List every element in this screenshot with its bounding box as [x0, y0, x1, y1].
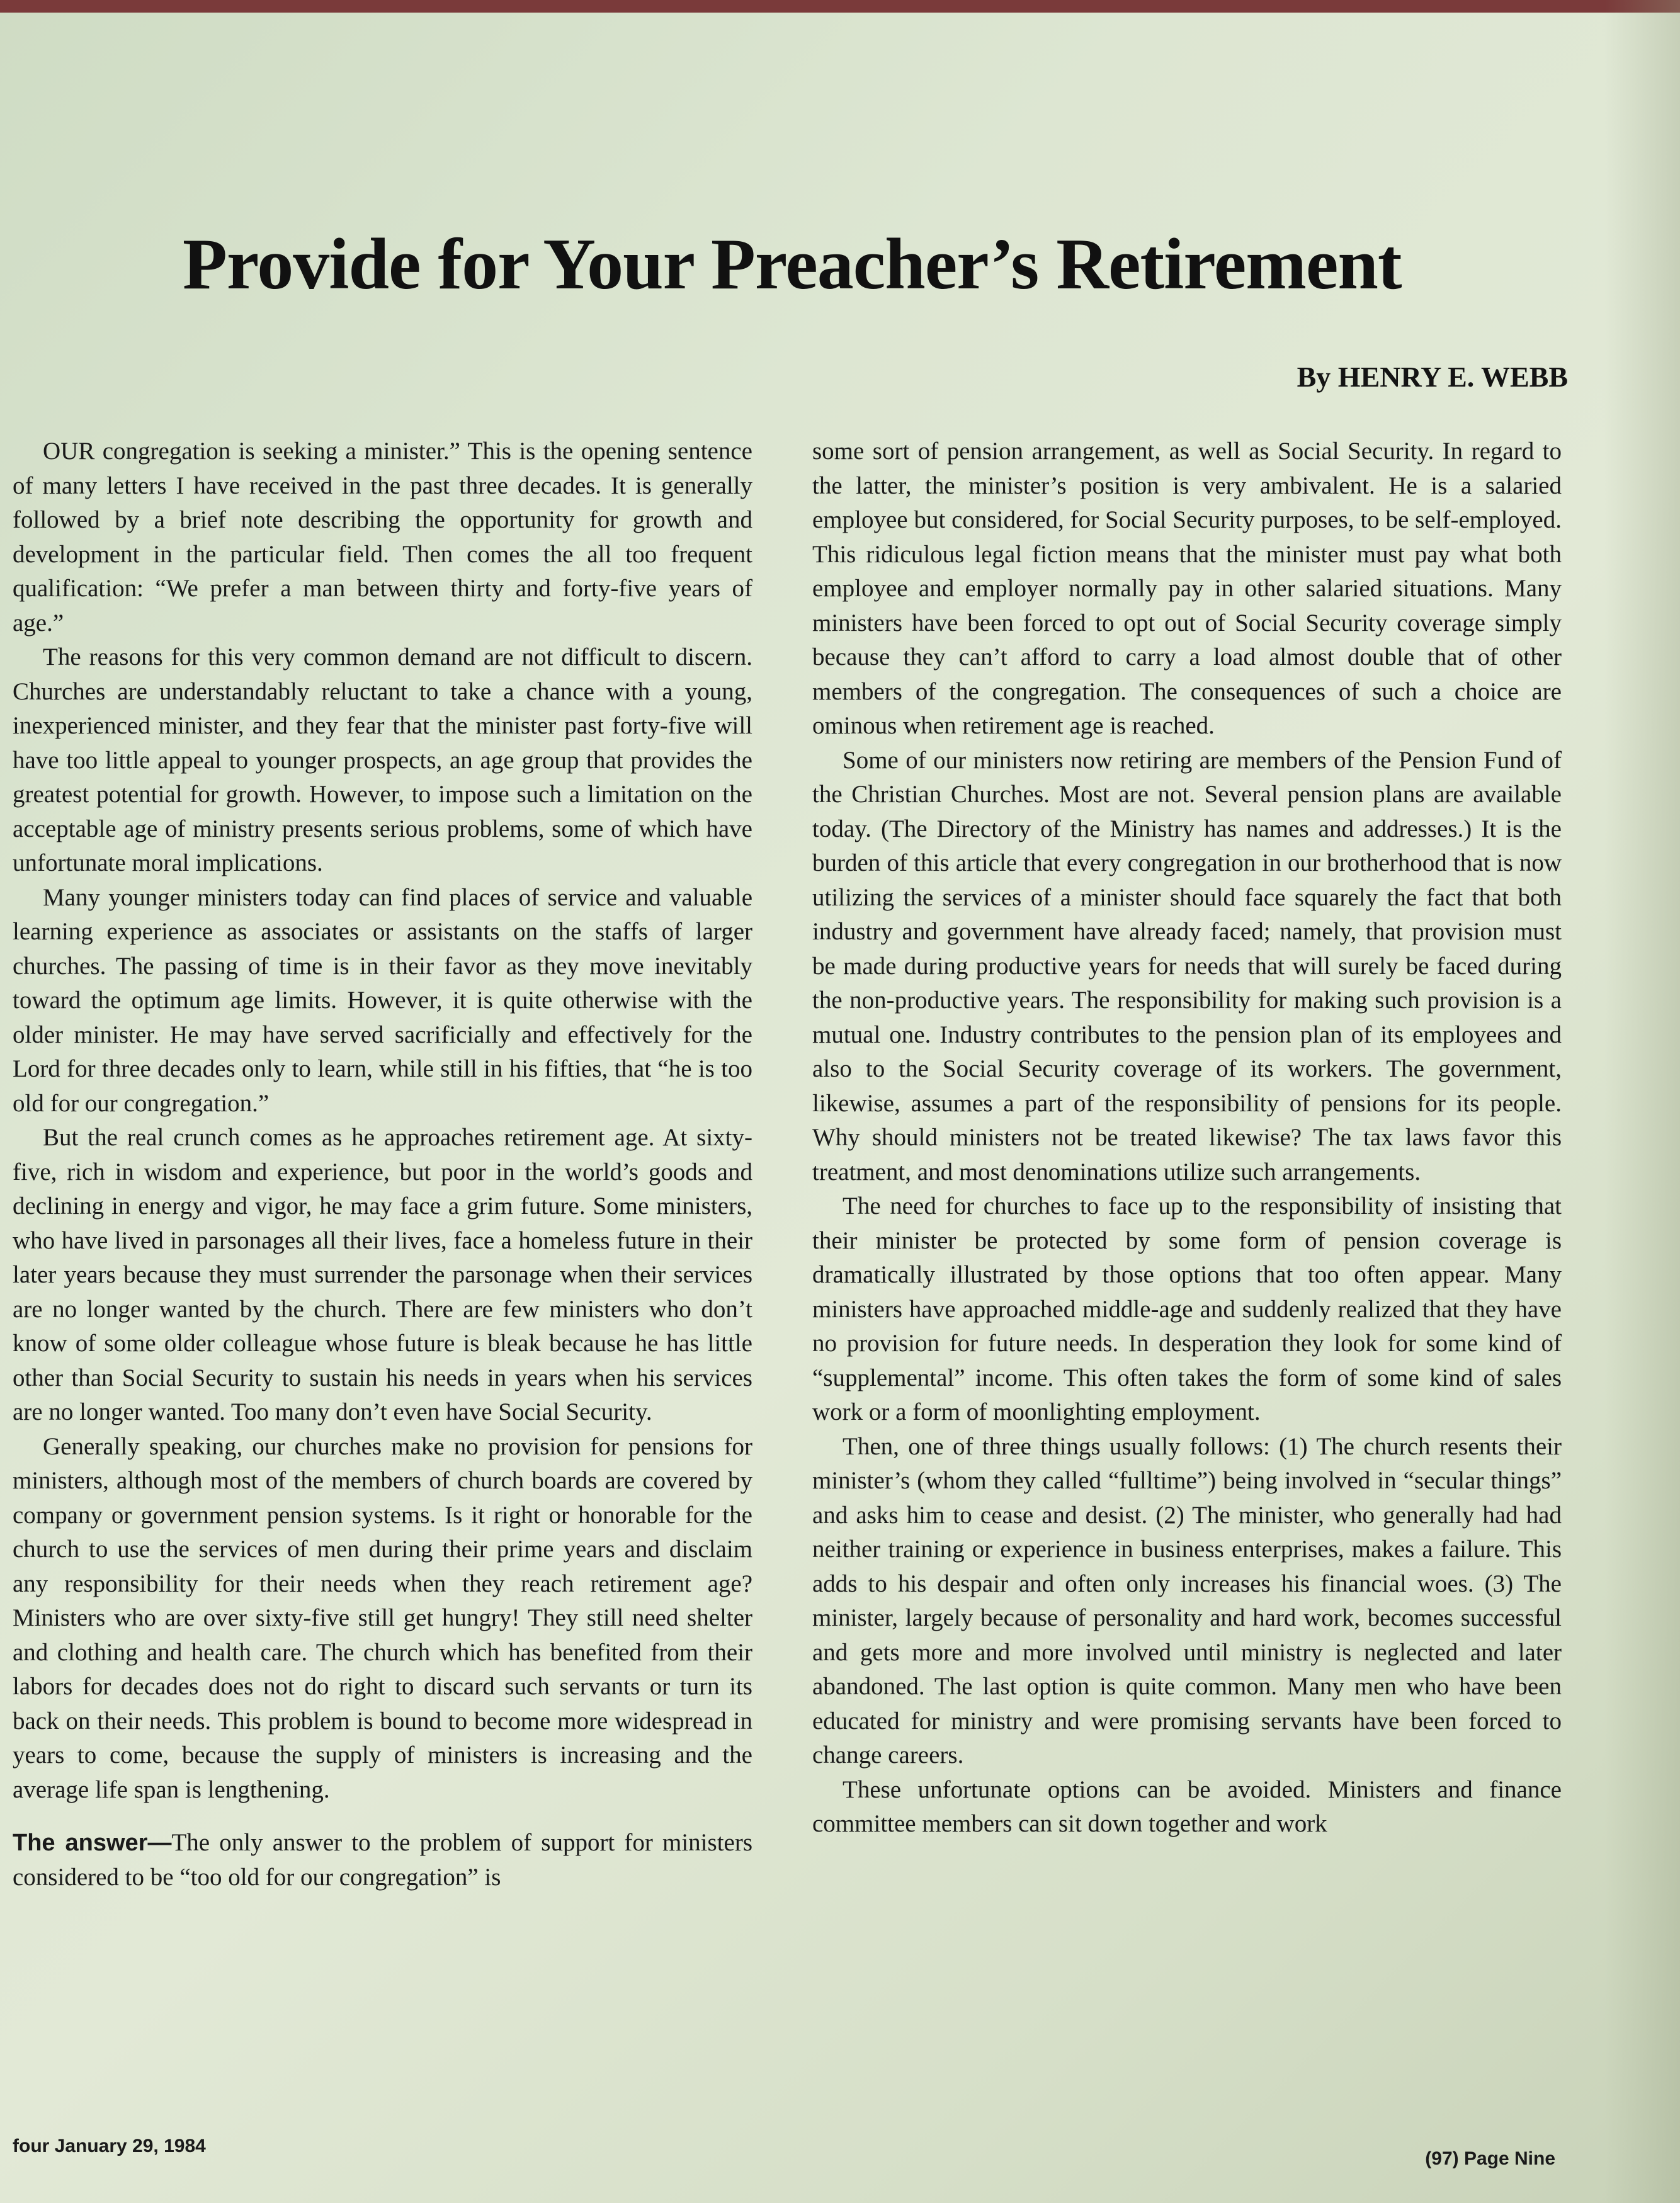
paragraph: OUR congregation is seeking a minister.” This is the opening sentence of many letters I have received in the past three decades. It is generally followed by a brief note describing the opportunity for growth and development in the particular field. Then comes the all too frequent qualification: “We prefer a man between thirty and forty-five years of age.”: [13, 438, 752, 637]
page-top-edge: [0, 0, 1680, 13]
answer-paragraph: [13, 1826, 752, 1894]
paragraph: The reasons for this very common demand are not difficult to discern. Churches are understandably reluctant to take a chance with a young, inexperienced minister, and they fear that the minister past forty-five will have too little appeal to younger prospects, an age group that provides the greatest potential for growth. However, to impose such a limitation on the acceptable age of ministry presents serious problems, some of which have unfortunate moral implications.: [13, 643, 752, 876]
right-column: [812, 434, 1562, 1842]
answer-subhead: The answer—: [13, 1830, 172, 1856]
paragraph: These unfortunate options can be avoided. Ministers and finance committee members can sit down together and work: [812, 1775, 1562, 1837]
footer-page-number: (97) Page Nine: [1425, 2148, 1555, 2169]
paragraph: Many younger ministers today can find places of service and valuable learning experience as associates or assistants on the staffs of larger churches. The passing of time is in their favor as they move inevitably toward the optimum age limits. However, it is quite otherwise with the older minister. He may have served sacrificially and effectively for the Lord for three decades only to learn, while still in his fifties, that “he is too old for our congregation.”: [13, 883, 752, 1117]
paragraph: But the real crunch comes as he approaches retirement age. At sixty-five, rich in wisdom and experience, but poor in the world’s goods and declining in energy and vigor, he may face a grim future. Some ministers, who have lived in parsonages all their lives, face a homeless future in their later years because they must surrender the parsonage when their services are no longer wanted by the church. There are few ministers who don’t know of some older colleague whose future is bleak because he has little other than Social Security to sustain his needs in years when his services are no longer wanted. Too many don’t even have Social Security.: [13, 1124, 752, 1425]
paragraph: Generally speaking, our churches make no provision for pensions for ministers, although most of the members of church boards are covered by company or government pension systems. Is it right or honorable for the church to use the services of men during their prime years and disclaim any responsibility for their needs when they reach retirement age? Ministers who are over sixty-five still get hungry! They still need shelter and clothing and health care. The church which has benefited from their labors for decades does not do right to discard such servants or turn its back on their needs. This problem is bound to become more widespread in years to come, because the supply of ministers is increasing and the average life span is lengthening.: [13, 1432, 752, 1803]
paragraph: Some of our ministers now retiring are members of the Pension Fund of the Christian Churches. Most are not. Several pension plans are available today. (The Directory of the Ministry has names and addresses.) It is the burden of this article that every congregation in our brotherhood that is now utilizing the services of a minister should face squarely the fact that both industry and government have already faced; namely, that provision must be made during productive years for needs that will surely be faced during the non-productive years. The responsibility for making such provision is a mutual one. Industry contributes to the pension plan of its employees and also to the Social Security coverage of its workers. The government, likewise, assumes a part of the responsibility of pensions for its people. Why should ministers not be treated likewise? The tax laws favor this treatment, and most denominations utilize such arrangements.: [812, 746, 1562, 1186]
answer-text: The only answer to the problem of support for ministers considered to be “too old for our congregation” is: [13, 1829, 753, 1891]
article-byline: By HENRY E. WEBB: [1297, 361, 1568, 393]
article-title: Provide for Your Preacher’s Retirement: [183, 224, 1402, 305]
paragraph: Then, one of three things usually follows: (1) The church resents their minister’s (whom they called “fulltime”) being involved in “secular things” and asks him to cease and desist. (2) The minister, who generally had had neither training or experience in business enterprises, makes a failure. This adds to his despair and often only increases his financial woes. (3) The minister, largely because of personality and hard work, becomes successful and gets more and more involved until ministry is neglected and later abandoned. The last option is quite common. Many men who have been educated for ministry and were promising servants have been forced to change careers.: [812, 1432, 1562, 1769]
paragraph: The need for churches to face up to the responsibility of insisting that their minister be protected by some form of pension coverage is dramatically illustrated by those options that too often appear. Many ministers have approached middle-age and suddenly realized that they have no provision for future needs. In desperation they look for some kind of “supplemental” income. This often takes the form of some kind of sales work or a form of moonlighting employment.: [812, 1192, 1562, 1425]
paragraph: some sort of pension arrangement, as well as Social Security. In regard to the latter, the minister’s position is very ambivalent. He is a salaried employee but considered, for Social Security purposes, to be self-employed. This ridiculous legal fiction means that the minister must pay what both employee and employer normally pay in other salaried situations. Many ministers have been forced to opt out of Social Security coverage simply because they can’t afford to carry a load almost double that of other members of the congregation. The consequences of such a choice are ominous when retirement age is reached.: [812, 438, 1562, 739]
left-column: [13, 434, 752, 1894]
page-edge-shadow: [1604, 0, 1680, 2203]
footer-date: four January 29, 1984: [13, 2136, 206, 2156]
